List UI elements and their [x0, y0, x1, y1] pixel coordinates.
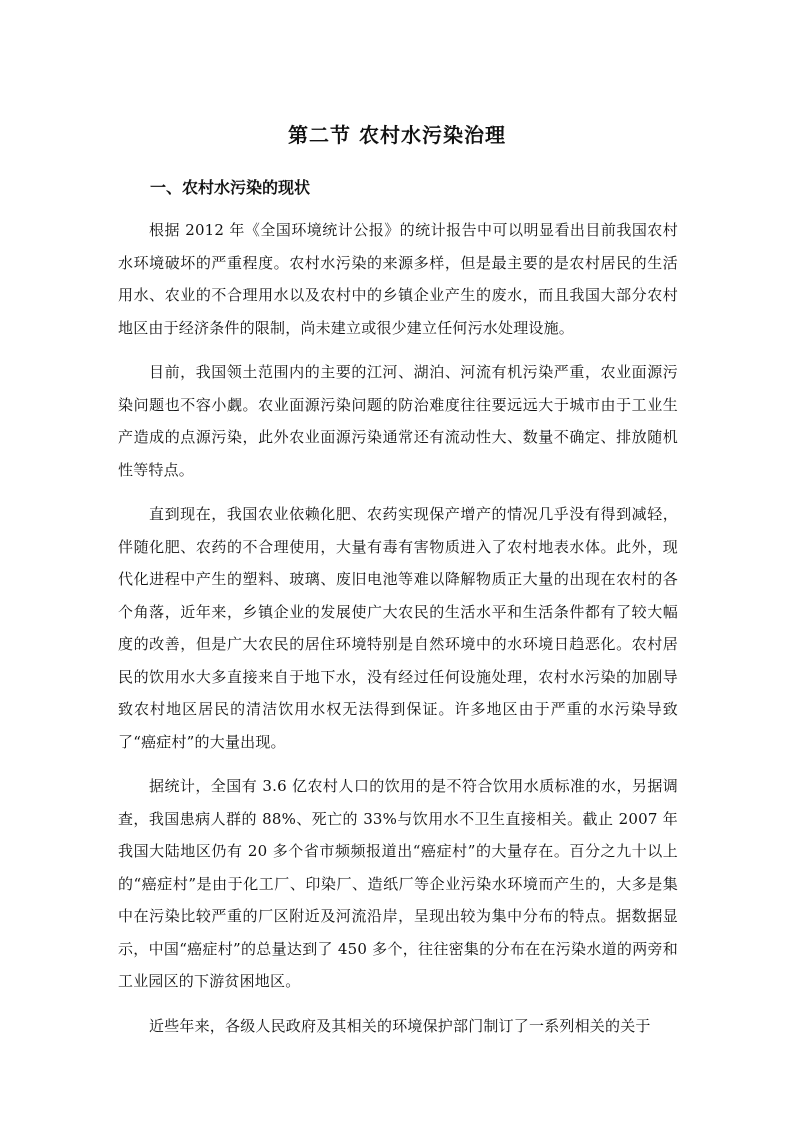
paragraph-2: 目前，我国领土范围内的主要的江河、湖泊、河流有机污染严重，农业面源污染问题也不容小觑。农业面源污染问题的防治难度往往要远远大于城市由于工业生产造成的点源污染，此外农业面源污染通常还有流动性大、数量不确定、排放随机性等特点。	[118, 363, 678, 479]
page-title: 第二节 农村水污染治理	[288, 123, 506, 147]
paragraph-3: 直到现在，我国农业依赖化肥、农药实现保产增产的情况几乎没有得到减轻，伴随化肥、农药的不合理使用，大量有毒有害物质进入了农村地表水体。此外，现代化进程中产生的塑料、玻璃、废旧电池等难以降解物质正大量的出现在农村的各个角落，近年来，乡镇企业的发展使广大农民的生活水平和生活条件都有了较大幅度的改善，但是广大农民的居住环境特别是自然环境中的水环境日趋恶化。农村居民的饮用水大多直接来自于地下水，没有经过任何设施处理，农村水污染的加剧导致农村地区居民的清洁饮用水权无法得到保证。许多地区由于严重的水污染导致了“癌症村”的大量出现。	[118, 505, 678, 751]
document-body	[118, 214, 678, 1042]
paragraph-1: 根据 2012 年《全国环境统计公报》的统计报告中可以明显看出目前我国农村水环境破坏的严重程度。农村水污染的来源多样，但是最主要的是农村居民的生活用水、农业的不合理用水以及农村中的乡镇企业产生的废水，而且我国大部分农村地区由于经济条件的限制，尚未建立或很少建立任何污水处理设施。	[118, 221, 678, 337]
paragraph-5: 近些年来，各级人民政府及其相关的环境保护部门制订了一系列相关的关于	[149, 1016, 651, 1035]
section-heading: 一、农村水污染的现状	[150, 178, 311, 197]
paragraph-4: 据统计，全国有 3.6 亿农村人口的饮用的是不符合饮用水质标准的水，另据调查，我国患病人群的 88%、死亡的 33%与饮用水不卫生直接相关。截止 2007 年我国大陆地区仍有 20 多个省市频频报道出“癌症村”的大量存在。百分之九十以上的“癌症村”是由于化工厂、印染厂、造纸厂等企业污染水环境而产生的，大多是集中在污染比较严重的厂区附近及河流沿岸，呈现出较为集中分布的特点。据数据显示，中国“癌症村”的总量达到了 450 多个，往往密集的分布在在污染水道的两旁和工业园区的下游贫困地区。	[118, 777, 678, 990]
